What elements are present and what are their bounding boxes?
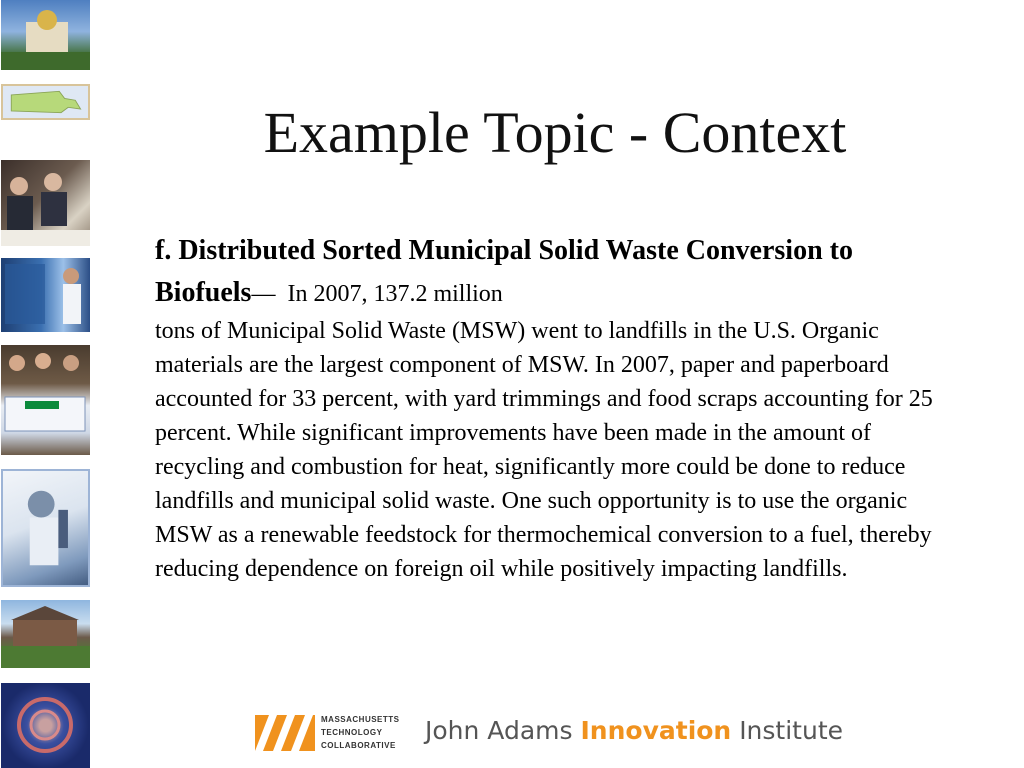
section-heading: f. Distributed Sorted Municipal Solid Waste Conversion to Biofuels [155,235,853,308]
slide-body [155,230,955,586]
mtc-logo-icon [255,715,315,751]
photo-strip [0,0,92,768]
meeting-panel-photo [1,160,90,246]
mtc-line-2: TECHNOLOGY [321,728,383,737]
massachusetts-map-image [1,84,90,120]
jaii-part-2: Innovation [580,716,732,745]
jaii-part-1: John Adams [425,716,573,745]
body-paragraph: tons of Municipal Solid Waste (MSW) went to landfills in the U.S. Organic materials are the largest component of MSW. In 2007, paper and paperboard accounted for 33 percent, with yard trimmings and food scraps accounting for 25 percent. While significant improvements have been made in the amount of recycling and combustion for heat, significantly more could be done to reduce landfills and municipal solid waste. One such opportunity is to use the organic MSW as a renewable feedstock for thermochemical conversion to a fuel, thereby reducing dependence on foreign oil while positively impacting landfills. [155,318,933,582]
molecule-model-image [1,683,90,768]
mtc-line-1: MASSACHUSETTS [321,715,400,724]
em-dash: — [251,281,276,307]
mtc-logo-text [321,713,400,752]
intro-text: In 2007, 137.2 million [287,281,503,307]
lab-technician-photo [1,258,90,332]
campus-building-photo [1,600,90,668]
scientist-microscope-photo [1,469,90,587]
jaii-logo [425,716,843,745]
mtc-line-3: COLLABORATIVE [321,741,396,750]
jaii-part-3: Institute [739,716,844,745]
check-presentation-photo [1,345,90,455]
slide-title: Example Topic - Context [263,100,847,165]
state-house-photo [1,0,90,70]
